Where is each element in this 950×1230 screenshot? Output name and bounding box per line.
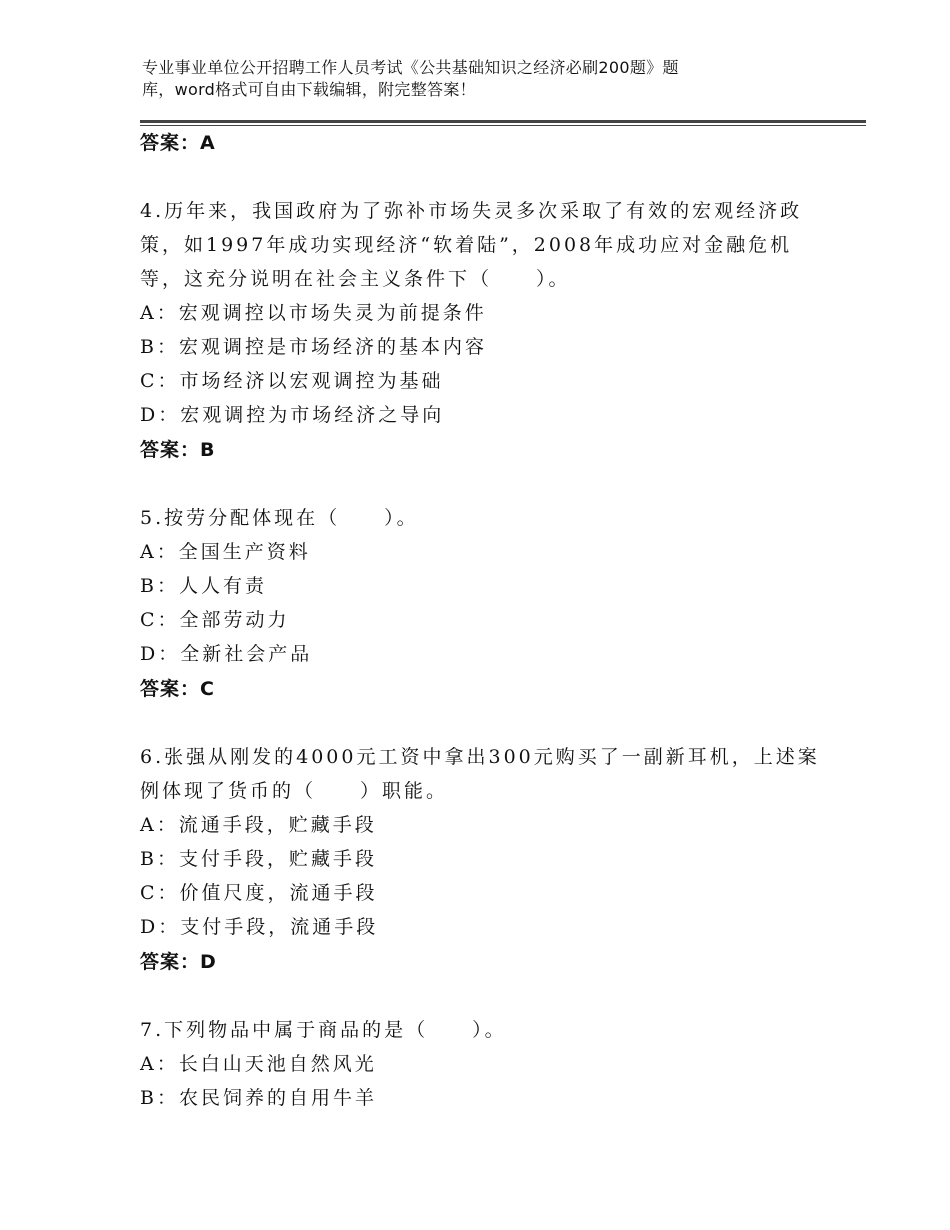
header-title-line-1: 专业事业单位公开招聘工作人员考试《公共基础知识之经济必刷200题》题 <box>142 58 679 77</box>
header-divider-thick <box>140 120 866 123</box>
question-5-option-c: C：全部劳动力 <box>140 609 290 631</box>
question-7-option-a: A：长白山天池自然风光 <box>140 1053 377 1075</box>
question-7-option-b: B：农民饲养的自用牛羊 <box>140 1087 377 1109</box>
question-6-option-a: A：流通手段，贮藏手段 <box>140 814 377 836</box>
question-4-stem-line-2: 策，如1997年成功实现经济“软着陆”，2008年成功应对金融危机 <box>140 234 793 256</box>
document-header <box>142 57 782 101</box>
question-4-answer: 答案：B <box>140 439 216 461</box>
question-4-stem-line-3: 等，这充分说明在社会主义条件下（ ）。 <box>140 268 571 290</box>
question-4-stem-line-1: 4.历年来，我国政府为了弥补市场失灵多次采取了有效的宏观经济政 <box>140 200 803 222</box>
question-4-option-c: C：市场经济以宏观调控为基础 <box>140 370 444 392</box>
question-4-option-a: A：宏观调控以市场失灵为前提条件 <box>140 302 487 324</box>
question-4-option-d: D：宏观调控为市场经济之导向 <box>140 404 445 426</box>
question-4-option-b: B：宏观调控是市场经济的基本内容 <box>140 336 487 358</box>
question-5-option-a: A：全国生产资料 <box>140 541 311 563</box>
question-5-stem-line-1: 5.按劳分配体现在（ ）。 <box>140 507 419 529</box>
question-7-stem-line-1: 7.下列物品中属于商品的是（ ）。 <box>140 1019 507 1041</box>
question-6-answer: 答案：D <box>140 951 217 973</box>
answer-prev: 答案：A <box>140 132 216 154</box>
question-5-option-b: B：人人有责 <box>140 575 267 597</box>
header-divider-thin <box>140 125 866 126</box>
question-5-option-d: D：全新社会产品 <box>140 643 313 665</box>
question-6-option-b: B：支付手段，贮藏手段 <box>140 848 377 870</box>
question-6-stem-line-2: 例体现了货币的（ ）职能。 <box>140 780 449 802</box>
question-6-stem-line-1: 6.张强从刚发的4000元工资中拿出300元购买了一副新耳机，上述案 <box>140 746 820 768</box>
question-6-option-d: D：支付手段，流通手段 <box>140 916 379 938</box>
question-6-option-c: C：价值尺度，流通手段 <box>140 882 378 904</box>
question-5-answer: 答案：C <box>140 678 215 700</box>
header-title-line-2: 库，word格式可自由下载编辑，附完整答案！ <box>142 80 476 99</box>
